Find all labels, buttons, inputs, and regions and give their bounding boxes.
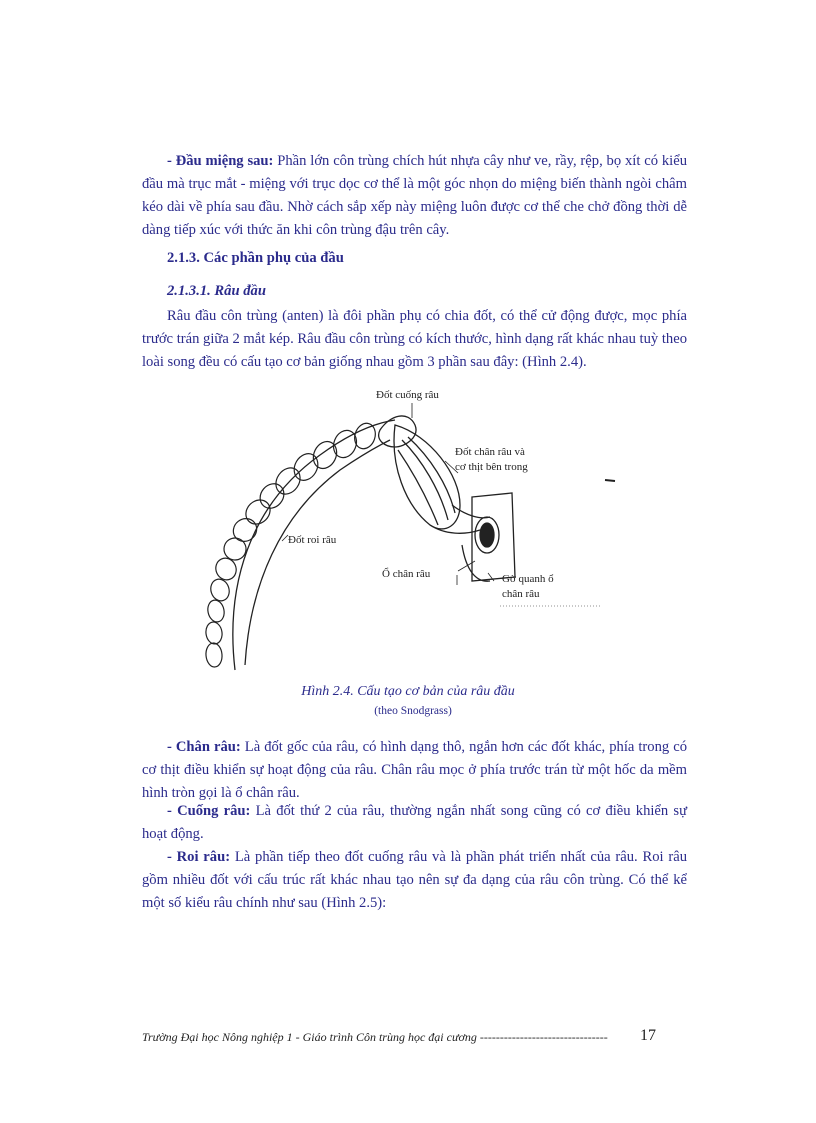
figure-caption: Hình 2.4. Cấu tạo cơ bản của râu đầu (301, 684, 515, 699)
paragraph-mouth-type (142, 150, 687, 242)
paragraph-flagellum (142, 846, 687, 915)
label-ridge-line1: Gờ quanh ổ (502, 573, 554, 585)
paragraph-scape (142, 736, 687, 805)
text-scape: Là đốt gốc của râu, có hình dạng thô, ngắn hơn các đốt khác, phía trong có cơ thịt điều khiển sự hoạt động của râu. Chân râu mọc ở phía trước trán từ một hốc da mềm hình tròn gọi là ổ chân râu. (142, 739, 687, 801)
text-pedicel: Là đốt thứ 2 của râu, thường ngắn nhất song cũng có cơ điều khiển sự hoạt động. (142, 803, 687, 842)
text-flagellum: Là phần tiếp theo đốt cuống râu và là phần phát triển nhất của râu. Roi râu gồm nhiều đốt với cấu trúc rất khác nhau tạo nên sự đa dạng của râu côn trùng. Có thể kể một số kiểu râu chính như sau (Hình 2.5): (142, 849, 687, 911)
antenna-figure (190, 385, 620, 675)
term-scape: - Chân râu: (167, 739, 241, 755)
text-mouth-type: Phần lớn côn trùng chích hút nhựa cây như ve, rầy, rệp, bọ xít có kiểu đầu mà trục mắt - miệng với trục dọc cơ thể là một góc nhọn do miệng biến thành ngòi châm kéo dài về phía sau đầu. Nhờ cách sắp xếp này miệng luôn được cơ thể che chở đồng thời dễ dàng tiếp xúc với thức ăn khi côn trùng đậu trên cây. (142, 153, 687, 238)
paragraph-pedicel (142, 800, 687, 846)
page-number: 17 (640, 1027, 656, 1044)
figure-source: (theo Snodgrass) (374, 705, 452, 717)
antenna-diagram (190, 385, 620, 675)
label-pedicel: Đốt cuống râu (376, 389, 439, 401)
label-socket: Ổ chân râu (382, 568, 431, 580)
term-flagellum: - Roi râu: (167, 849, 231, 865)
subsection-heading: 2.1.3.1. Râu đầu (167, 283, 266, 299)
term-pedicel: - Cuống râu: (167, 803, 251, 819)
label-scape-line2: cơ thịt bên trong (455, 461, 528, 473)
section-heading: 2.1.3. Các phần phụ của đầu (167, 250, 344, 266)
label-ridge-line2: chân râu (502, 588, 540, 600)
term-mouth-type: - Đầu miệng sau: (167, 153, 274, 169)
label-scape-line1: Đốt chân râu và (455, 446, 525, 458)
label-flagellum: Đốt roi râu (288, 534, 337, 546)
intro-paragraph: Râu đầu côn trùng (anten) là đôi phần phụ có chia đốt, có thể cử động được, mọc phía trước trán giữa 2 mắt kép. Râu đầu côn trùng có kích thước, hình dạng rất khác nhau tuỳ theo loài song đều có cấu tạo cơ bản giống nhau gồm 3 phần sau đây: (Hình 2.4). (142, 308, 687, 370)
page-footer: Trường Đại học Nông nghiệp 1 - Giáo trình Côn trùng học đại cương -------------------------------- (142, 1030, 608, 1044)
